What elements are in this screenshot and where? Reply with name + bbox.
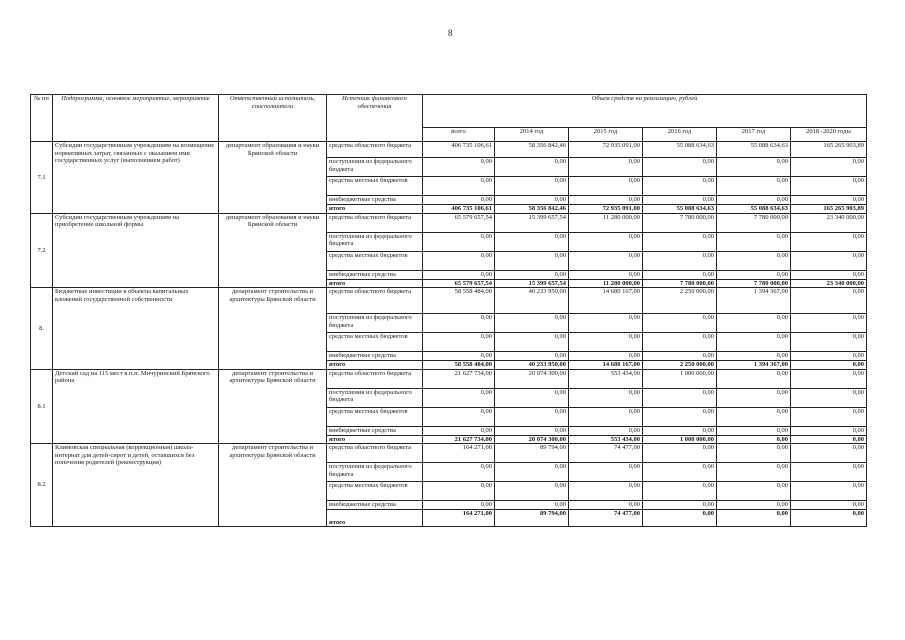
funding-source: внебюджетные средства (327, 196, 423, 205)
amount-cell: 7 780 000,00 (717, 279, 791, 288)
amount-cell: 0,00 (643, 232, 717, 251)
section-title: Климовская специальная (коррекционная) школа-интернат для детей-сирот и детей, оставшихся без попечения родителей (реконструкция) (53, 444, 219, 527)
amount-cell: 0,00 (423, 270, 495, 279)
header-year-2018-2020: 2018 -2020 годы (791, 128, 867, 142)
total-label: итого (327, 361, 423, 370)
amount-cell: 21 627 734,00 (423, 435, 495, 444)
section-responsible: департамент образования и науки Брянской области (219, 213, 327, 288)
amount-cell: 0,00 (495, 196, 569, 205)
funding-source: средства областного бюджета (327, 444, 423, 463)
amount-cell: 0,00 (643, 196, 717, 205)
amount-cell: 0,00 (423, 232, 495, 251)
section-number: 8. (31, 288, 53, 370)
funding-source: средства местных бюджетов (327, 177, 423, 196)
amount-cell: 0,00 (569, 352, 643, 361)
header-source: Источник финансового обеспечения (327, 95, 423, 142)
amount-cell: 0,00 (495, 314, 569, 333)
section-title: Детский сад на 115 мест в п.п. Мичуринский Брянского района (53, 369, 219, 444)
amount-cell: 2 250 000,00 (643, 361, 717, 370)
amount-cell: 0,00 (717, 177, 791, 196)
amount-cell: 0,00 (423, 501, 495, 510)
amount-cell: 55 088 634,63 (717, 205, 791, 214)
amount-cell: 0,00 (643, 444, 717, 463)
amount-cell: 55 088 634,63 (717, 142, 791, 158)
table-row (31, 213, 867, 232)
funding-source: поступления из федерального бюджета (327, 314, 423, 333)
amount-cell: 74 477,00 (569, 510, 643, 527)
amount-cell: 0,00 (791, 352, 867, 361)
amount-cell: 0,00 (423, 314, 495, 333)
amount-cell: 20 074 300,00 (495, 369, 569, 388)
amount-cell: 0,00 (643, 388, 717, 407)
header-program: Подпрограмма, основное мероприятие, мероприятие (53, 95, 219, 142)
amount-cell: 0,00 (643, 251, 717, 270)
amount-cell: 0,00 (423, 463, 495, 482)
amount-cell: 0,00 (717, 482, 791, 501)
amount-cell: 21 627 734,00 (423, 369, 495, 388)
amount-cell: 553 434,00 (569, 435, 643, 444)
amount-cell: 65 579 657,54 (423, 213, 495, 232)
amount-cell: 164 271,00 (423, 444, 495, 463)
funding-source: поступления из федерального бюджета (327, 158, 423, 177)
amount-cell: 23 340 000,00 (791, 213, 867, 232)
funding-source: внебюджетные средства (327, 501, 423, 510)
amount-cell: 0,00 (495, 352, 569, 361)
amount-cell: 58 356 842,46 (495, 142, 569, 158)
amount-cell: 40 233 950,00 (495, 288, 569, 314)
header-year-2017: 2017 год (717, 128, 791, 142)
amount-cell: 0,00 (791, 177, 867, 196)
section-title: Субсидии государственным учреждениям на возмещение нормативных затрат, связанных с оказанием ими государственных услуг (выполнением работ) (53, 142, 219, 214)
amount-cell: 14 680 167,00 (569, 288, 643, 314)
amount-cell: 15 399 657,54 (495, 279, 569, 288)
amount-cell: 58 356 842,46 (495, 205, 569, 214)
amount-cell: 0,00 (791, 463, 867, 482)
amount-cell: 0,00 (495, 388, 569, 407)
header-year-2016: 2016 год (643, 128, 717, 142)
amount-cell: 1 000 000,00 (643, 435, 717, 444)
amount-cell: 0,00 (423, 177, 495, 196)
amount-cell: 0,00 (717, 510, 791, 527)
amount-cell: 0,00 (495, 177, 569, 196)
section-responsible: департамент строительства и архитектуры Брянской области (219, 444, 327, 527)
amount-cell: 165 265 903,89 (791, 205, 867, 214)
amount-cell: 0,00 (569, 232, 643, 251)
amount-cell: 0,00 (717, 501, 791, 510)
table-body (31, 142, 867, 527)
amount-cell: 2 250 000,00 (643, 288, 717, 314)
section-number: 7.2 (31, 213, 53, 288)
total-label: итого (327, 435, 423, 444)
amount-cell: 0,00 (791, 444, 867, 463)
funding-source: поступления из федерального бюджета (327, 232, 423, 251)
amount-cell: 0,00 (791, 158, 867, 177)
amount-cell: 0,00 (643, 352, 717, 361)
amount-cell: 72 935 091,00 (569, 142, 643, 158)
amount-cell: 0,00 (791, 369, 867, 388)
amount-cell: 0,00 (791, 288, 867, 314)
amount-cell: 7 780 000,00 (717, 213, 791, 232)
amount-cell: 55 088 634,63 (643, 205, 717, 214)
total-label: итого (327, 205, 423, 214)
amount-cell: 0,00 (423, 158, 495, 177)
section-number: 7.1 (31, 142, 53, 214)
funding-source: внебюджетные средства (327, 426, 423, 435)
amount-cell: 11 280 000,00 (569, 213, 643, 232)
funding-source: средства областного бюджета (327, 288, 423, 314)
funding-source: средства местных бюджетов (327, 407, 423, 426)
amount-cell: 0,00 (423, 482, 495, 501)
amount-cell: 0,00 (717, 435, 791, 444)
amount-cell: 72 935 091,00 (569, 205, 643, 214)
funding-source: внебюджетные средства (327, 270, 423, 279)
funding-source: средства местных бюджетов (327, 482, 423, 501)
page-number: 8 (448, 28, 453, 38)
amount-cell: 0,00 (717, 196, 791, 205)
amount-cell: 0,00 (495, 426, 569, 435)
amount-cell: 0,00 (643, 314, 717, 333)
amount-cell: 0,00 (643, 270, 717, 279)
table-row (31, 288, 867, 314)
amount-cell: 0,00 (791, 251, 867, 270)
funding-source: средства местных бюджетов (327, 251, 423, 270)
amount-cell: 0,00 (643, 426, 717, 435)
budget-table (30, 94, 867, 527)
amount-cell: 0,00 (643, 482, 717, 501)
amount-cell: 0,00 (495, 158, 569, 177)
amount-cell: 0,00 (791, 314, 867, 333)
table-row (31, 142, 867, 158)
amount-cell: 0,00 (495, 407, 569, 426)
amount-cell: 0,00 (717, 270, 791, 279)
header-year-2015: 2015 год (569, 128, 643, 142)
header-year-2014: 2014 год (495, 128, 569, 142)
amount-cell: 0,00 (495, 333, 569, 352)
amount-cell: 0,00 (569, 251, 643, 270)
amount-cell: 0,00 (569, 407, 643, 426)
section-title: Бюджетные инвестиции в объекты капитальных вложений государственной собственности (53, 288, 219, 370)
amount-cell: 0,00 (717, 369, 791, 388)
amount-cell: 0,00 (423, 352, 495, 361)
amount-cell: 0,00 (791, 388, 867, 407)
amount-cell: 1 394 367,00 (717, 361, 791, 370)
amount-cell: 0,00 (569, 463, 643, 482)
amount-cell: 165 265 903,89 (791, 142, 867, 158)
amount-cell: 0,00 (495, 270, 569, 279)
header-year-total: всего (423, 128, 495, 142)
amount-cell: 0,00 (717, 333, 791, 352)
amount-cell: 0,00 (791, 426, 867, 435)
amount-cell: 0,00 (569, 196, 643, 205)
amount-cell: 11 280 000,00 (569, 279, 643, 288)
amount-cell: 0,00 (569, 388, 643, 407)
amount-cell: 65 579 657,54 (423, 279, 495, 288)
amount-cell: 0,00 (717, 314, 791, 333)
amount-cell: 7 780 000,00 (643, 279, 717, 288)
amount-cell: 0,00 (717, 444, 791, 463)
amount-cell: 553 434,00 (569, 369, 643, 388)
amount-cell: 23 340 000,00 (791, 279, 867, 288)
amount-cell: 0,00 (791, 270, 867, 279)
header-no: № пп (31, 95, 53, 142)
amount-cell: 40 233 950,00 (495, 361, 569, 370)
funding-source: внебюджетные средства (327, 352, 423, 361)
amount-cell: 0,00 (717, 251, 791, 270)
amount-cell: 0,00 (569, 177, 643, 196)
table-row (31, 444, 867, 463)
amount-cell: 0,00 (423, 196, 495, 205)
amount-cell: 0,00 (791, 435, 867, 444)
section-responsible: департамент строительства и архитектуры Брянской области (219, 369, 327, 444)
table-row (31, 369, 867, 388)
amount-cell: 0,00 (569, 426, 643, 435)
amount-cell: 0,00 (791, 333, 867, 352)
amount-cell: 0,00 (717, 407, 791, 426)
amount-cell: 14 680 167,00 (569, 361, 643, 370)
amount-cell: 55 088 634,63 (643, 142, 717, 158)
amount-cell: 7 780 000,00 (643, 213, 717, 232)
amount-cell: 0,00 (423, 426, 495, 435)
amount-cell: 0,00 (423, 407, 495, 426)
amount-cell: 0,00 (495, 232, 569, 251)
amount-cell: 0,00 (569, 270, 643, 279)
amount-cell: 1 394 367,00 (717, 288, 791, 314)
amount-cell: 1 000 000,00 (643, 369, 717, 388)
header-amounts: Объем средств на реализацию, рублей (423, 95, 867, 128)
amount-cell: 58 558 484,00 (423, 288, 495, 314)
amount-cell: 0,00 (791, 407, 867, 426)
amount-cell: 0,00 (569, 482, 643, 501)
amount-cell: 15 399 657,54 (495, 213, 569, 232)
amount-cell: 0,00 (569, 501, 643, 510)
amount-cell: 0,00 (495, 251, 569, 270)
amount-cell: 406 735 106,61 (423, 142, 495, 158)
amount-cell: 0,00 (717, 232, 791, 251)
amount-cell: 0,00 (643, 510, 717, 527)
amount-cell: 406 735 106,61 (423, 205, 495, 214)
amount-cell: 0,00 (717, 158, 791, 177)
header-responsible: Ответственный исполнитель, соисполнители (219, 95, 327, 142)
funding-source: поступления из федерального бюджета (327, 463, 423, 482)
amount-cell: 0,00 (495, 482, 569, 501)
amount-cell: 0,00 (643, 177, 717, 196)
amount-cell: 0,00 (569, 333, 643, 352)
section-number: 8.1 (31, 369, 53, 444)
section-title: Субсидии государственным учреждениям на приобретение школьной формы (53, 213, 219, 288)
amount-cell: 0,00 (717, 352, 791, 361)
amount-cell: 0,00 (791, 196, 867, 205)
table-header (31, 95, 867, 142)
funding-source: средства областного бюджета (327, 142, 423, 158)
amount-cell: 0,00 (423, 388, 495, 407)
amount-cell: 0,00 (791, 482, 867, 501)
amount-cell: 0,00 (495, 501, 569, 510)
amount-cell: 58 558 484,00 (423, 361, 495, 370)
amount-cell: 0,00 (643, 158, 717, 177)
funding-source: средства местных бюджетов (327, 333, 423, 352)
amount-cell: 0,00 (569, 314, 643, 333)
amount-cell: 164 271,00 (423, 510, 495, 527)
amount-cell: 74 477,00 (569, 444, 643, 463)
funding-source: поступления из федерального бюджета (327, 388, 423, 407)
amount-cell: 0,00 (791, 361, 867, 370)
amount-cell: 0,00 (791, 232, 867, 251)
amount-cell: 0,00 (643, 407, 717, 426)
amount-cell: 0,00 (717, 426, 791, 435)
amount-cell: 0,00 (643, 463, 717, 482)
section-responsible: департамент строительства и архитектуры Брянской области (219, 288, 327, 370)
amount-cell: 0,00 (717, 463, 791, 482)
total-label: итого (327, 279, 423, 288)
amount-cell: 20 074 300,00 (495, 435, 569, 444)
amount-cell: 0,00 (791, 501, 867, 510)
amount-cell: 0,00 (791, 510, 867, 527)
funding-source: средства областного бюджета (327, 369, 423, 388)
amount-cell: 0,00 (643, 501, 717, 510)
amount-cell: 0,00 (569, 158, 643, 177)
section-responsible: департамент образования и науки Брянской области (219, 142, 327, 214)
amount-cell: 89 794,00 (495, 510, 569, 527)
total-label: итого (327, 510, 423, 527)
amount-cell: 0,00 (643, 333, 717, 352)
amount-cell: 0,00 (717, 388, 791, 407)
amount-cell: 89 794,00 (495, 444, 569, 463)
amount-cell: 0,00 (495, 463, 569, 482)
amount-cell: 0,00 (423, 333, 495, 352)
funding-source: средства областного бюджета (327, 213, 423, 232)
amount-cell: 0,00 (423, 251, 495, 270)
section-number: 8.2 (31, 444, 53, 527)
